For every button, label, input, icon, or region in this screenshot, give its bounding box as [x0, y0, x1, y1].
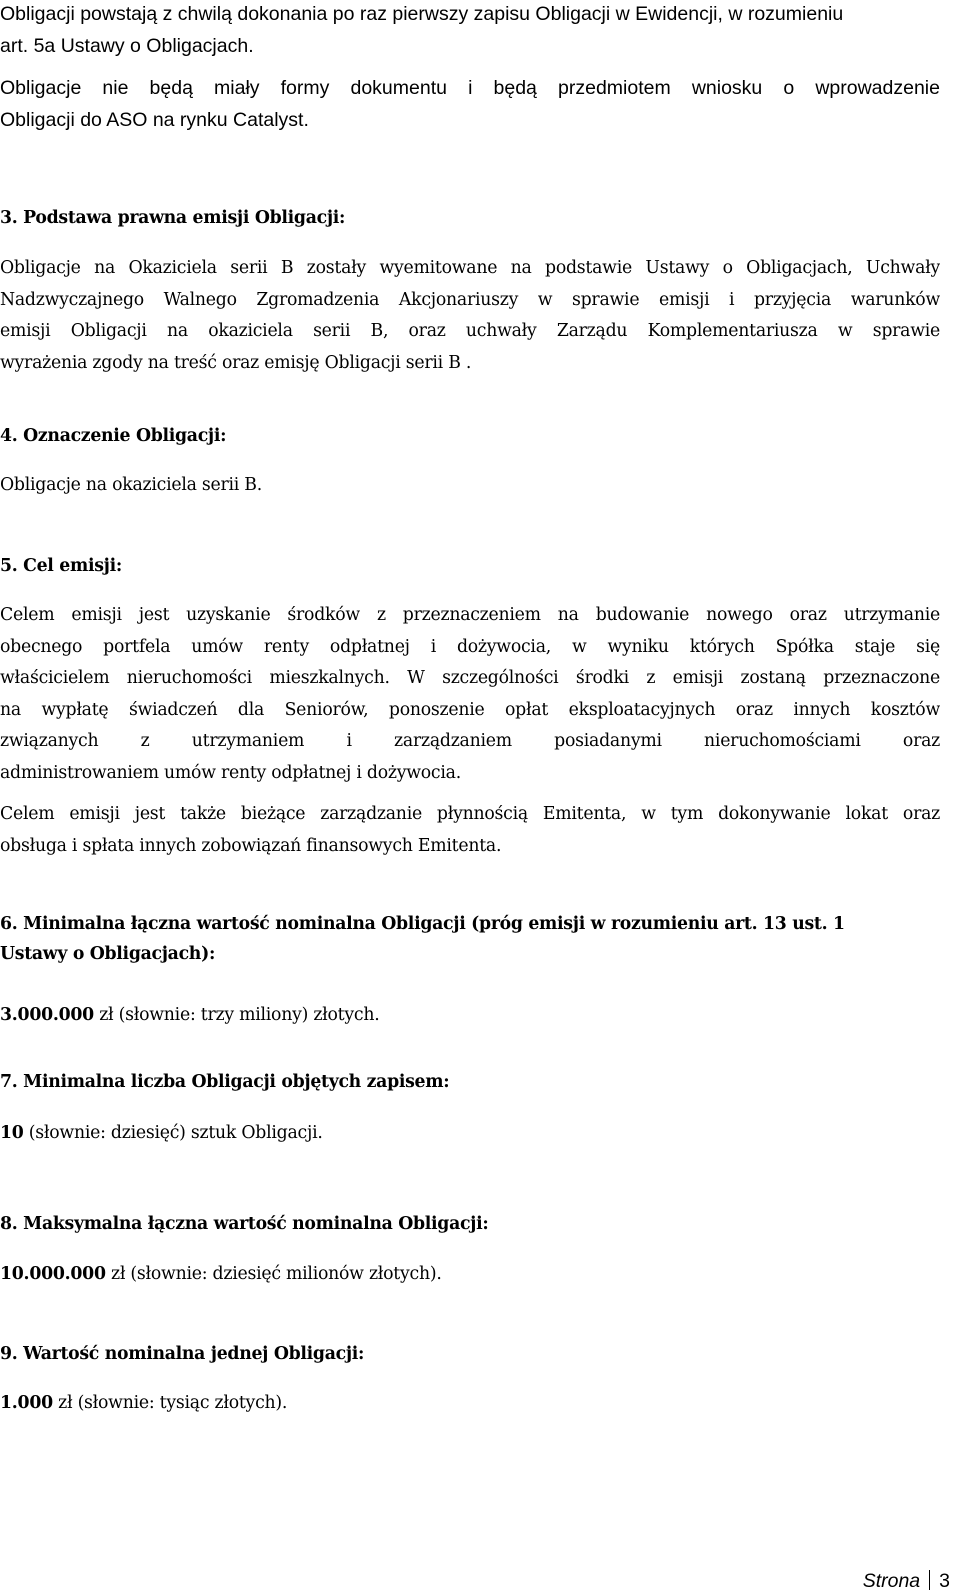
section-3-heading: 3. Podstawa prawna emisji Obligacji:	[0, 208, 346, 228]
page-label: Strona	[862, 1570, 921, 1592]
text-line: Celem emisji jest także bieżące zarządzanie płynnością Emitenta, w tym dokonywanie lokat oraz	[0, 804, 940, 824]
text-line: na wypłatę świadczeń dla Seniorów, ponoszenie opłat eksploatacyjnych oraz innych kosztów	[0, 699, 940, 720]
amount-description: zł (słownie: dziesięć milionów złotych).	[105, 1264, 442, 1284]
section-7-heading: 7. Minimalna liczba Obligacji objętych zapisem:	[0, 1072, 450, 1092]
text-line: wyrażenia zgody na treść oraz emisję Obligacji serii B .	[0, 352, 472, 373]
section-6-heading: 6. Minimalna łączna wartość nominalna Obligacji (próg emisji w rozumieniu art. 13 ust. 1	[0, 914, 845, 934]
text-line: Obligacje na Okaziciela serii B zostały wyemitowane na podstawie Ustawy o Obligacjach, Uchwały	[0, 258, 940, 278]
section-5-heading: 5. Cel emisji:	[0, 556, 122, 576]
section-8-value	[0, 1259, 940, 1291]
amount-description: zł (słownie: tysiąc złotych).	[52, 1393, 288, 1413]
text-line: związanych z utrzymaniem i zarządzaniem posiadanymi nieruchomościami oraz	[0, 731, 940, 751]
text-line: emisji Obligacji na okaziciela serii B, oraz uchwały Zarządu Komplementariusza w sprawie	[0, 321, 940, 341]
section-4-body: Obligacje na okaziciela serii B.	[0, 475, 262, 495]
intro-paragraph-2	[0, 73, 940, 136]
text-line: obsługa i spłata innych zobowiązań finansowych Emitenta.	[0, 835, 502, 856]
amount-description: zł (słownie: trzy miliony) złotych.	[93, 1005, 380, 1025]
text-line: Nadzwyczajnego Walnego Zgromadzenia Akcjonariuszy w sprawie emisji i przyjęcia warunków	[0, 289, 940, 310]
page-number: 3	[939, 1570, 950, 1592]
footer-divider	[929, 1570, 930, 1590]
section-8-heading: 8. Maksymalna łączna wartość nominalna Obligacji:	[0, 1214, 489, 1234]
section-7-value	[0, 1118, 940, 1150]
amount-value: 10.000.000	[0, 1264, 106, 1284]
text-line: art. 5a Ustawy o Obligacjach.	[0, 34, 254, 57]
text-line: obecnego portfela umów renty odpłatnej i dożywocia, w wyniku których Spółka staje się	[0, 636, 940, 657]
text-line: Obligacje nie będą miały formy dokumentu i będą przedmiotem wniosku o wprowadzenie	[0, 77, 940, 99]
text-line: właścicielem nieruchomości mieszkalnych. W szczególności środki z emisji zostaną przeznaczone	[0, 668, 940, 688]
section-6-heading-cont: Ustawy o Obligacjach):	[0, 944, 216, 964]
section-4-heading: 4. Oznaczenie Obligacji:	[0, 426, 227, 446]
page-number-footer	[863, 1566, 950, 1596]
amount-value: 1.000	[0, 1393, 53, 1413]
amount-value: 3.000.000	[0, 1005, 94, 1025]
text-line: Obligacji do ASO na rynku Catalyst.	[0, 108, 309, 131]
section-5-paragraph-1	[0, 600, 940, 789]
section-9-value	[0, 1388, 940, 1420]
section-5-paragraph-2	[0, 799, 940, 862]
amount-value: 10	[0, 1123, 24, 1143]
section-6-value	[0, 1000, 940, 1032]
text-line: Obligacji powstają z chwilą dokonania po raz pierwszy zapisu Obligacji w Ewidencji, w rozumieniu	[0, 3, 844, 25]
amount-description: (słownie: dziesięć) sztuk Obligacji.	[23, 1123, 323, 1143]
section-9-heading: 9. Wartość nominalna jednej Obligacji:	[0, 1344, 365, 1364]
section-3-body	[0, 253, 940, 379]
text-line: administrowaniem umów renty odpłatnej i dożywocia.	[0, 762, 461, 783]
text-line: Celem emisji jest uzyskanie środków z przeznaczeniem na budowanie nowego oraz utrzymanie	[0, 605, 940, 625]
intro-paragraph-1	[0, 0, 940, 62]
